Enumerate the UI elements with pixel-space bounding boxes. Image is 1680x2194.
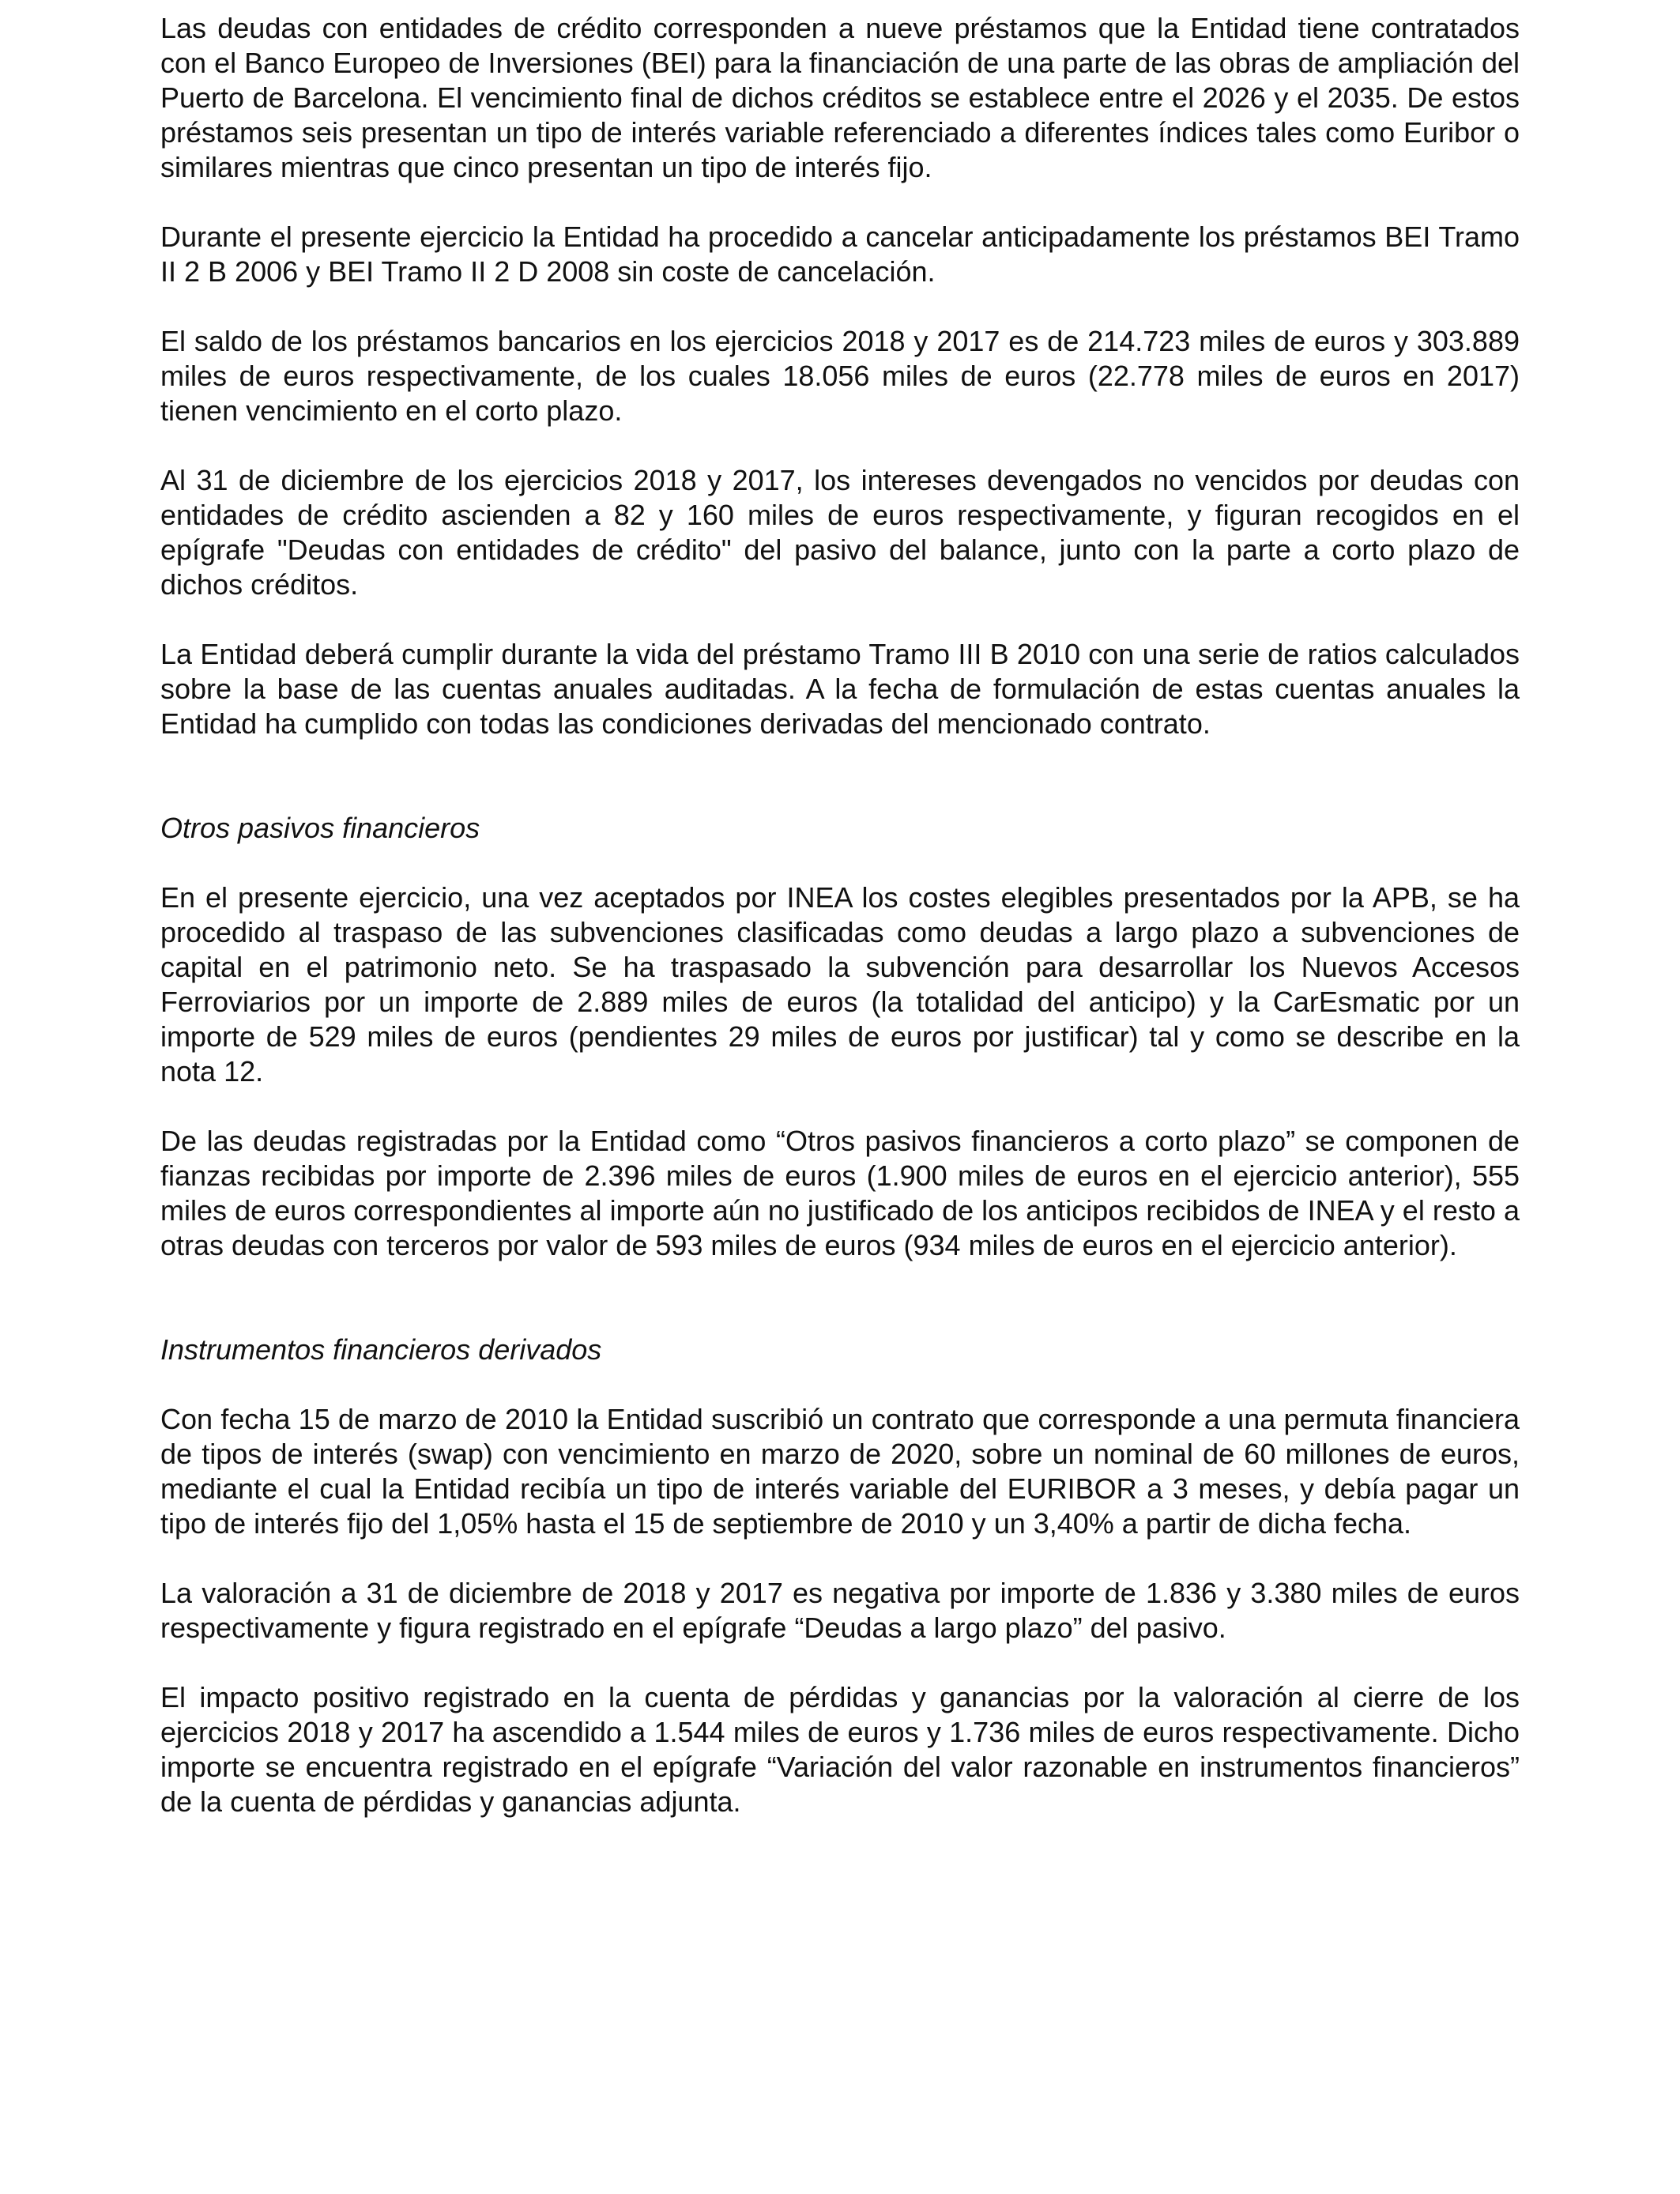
paragraph-swap-contract: Con fecha 15 de marzo de 2010 la Entidad suscribió un contrato que corresponde a una permuta financiera de tipos de interés (swap) con vencimiento en marzo de 2020, sobre un nominal de 60 millones de euros, mediante el cual la Entidad recibía un tipo de interés variable del EURIBOR a 3 meses, y debía pagar un tipo de interés fijo del 1,05% hasta el 15 de septiembre de 2010 y un 3,40% a partir de dicha fecha. (160, 1403, 1520, 1540)
paragraph-short-term-liabilities: De las deudas registradas por la Entidad como “Otros pasivos financieros a corto plazo” se componen de fianzas recibidas por importe de 2.396 miles de euros (1.900 miles de euros en el ejercicio anterior), 555 miles de euros correspondientes al importe aún no justificado de los anticipos recibidos de INEA y el resto a otras deudas con terceros por valor de 593 miles de euros (934 miles de euros en el ejercicio anterior). (160, 1125, 1520, 1261)
paragraph-early-cancellation: Durante el presente ejercicio la Entidad ha procedido a cancelar anticipadamente los préstamos BEI Tramo II 2 B 2006 y BEI Tramo II 2 D 2008 sin coste de cancelación. (160, 221, 1520, 288)
paragraph-swap-valuation: La valoración a 31 de diciembre de 2018 y 2017 es negativa por importe de 1.836 y 3.380 miles de euros respectivamente y figura registrado en el epígrafe “Deudas a largo plazo” del pasivo. (160, 1577, 1520, 1644)
section-spacer (160, 776, 1520, 811)
paragraph-subsidy-transfer: En el presente ejercicio, una vez aceptados por INEA los costes elegibles presentados por la APB, se ha procedido al traspaso de las subvenciones clasificadas como deudas a largo plazo a subvenciones de capital en el patrimonio neto. Se ha traspasado la subvención para desarrollar los Nuevos Accesos Ferroviarios por un importe de 2.889 miles de euros (la totalidad del anticipo) y la CarEsmatic por un importe de 529 miles de euros (pendientes 29 miles de euros por justificar) tal y como se describe en la nota 12. (160, 881, 1520, 1088)
heading-instrumentos-derivados: Instrumentos financieros derivados (160, 1333, 602, 1366)
heading-otros-pasivos-financieros: Otros pasivos financieros (160, 812, 480, 844)
paragraph-ratio-covenants: La Entidad deberá cumplir durante la vida del préstamo Tramo III B 2010 con una serie de ratios calculados sobre la base de las cuentas anuales auditadas. A la fecha de formulación de estas cuentas anuales la Entidad ha cumplido con todas las condiciones derivadas del mencionado contrato. (160, 638, 1520, 740)
paragraph-bank-loans-overview: Las deudas con entidades de crédito corresponden a nueve préstamos que la Entidad tiene contratados con el Banco Europeo de Inversiones (BEI) para la financiación de una parte de las obras de ampliación del Puerto de Barcelona. El vencimiento final de dichos créditos se establece entre el 2026 y el 2035. De estos préstamos seis presentan un tipo de interés variable referenciado a diferentes índices tales como Euribor o similares mientras que cinco presentan un tipo de interés fijo. (160, 12, 1520, 183)
paragraph-accrued-interest: Al 31 de diciembre de los ejercicios 2018 y 2017, los intereses devengados no vencidos por deudas con entidades de crédito ascienden a 82 y 160 miles de euros respectivamente, y figuran recogidos en el epígrafe "Deudas con entidades de crédito" del pasivo del balance, junto con la parte a corto plazo de dichos créditos. (160, 464, 1520, 601)
paragraph-loan-balance: El saldo de los préstamos bancarios en los ejercicios 2018 y 2017 es de 214.723 miles de euros y 303.889 miles de euros respectivamente, de los cuales 18.056 miles de euros (22.778 miles de euros en 2017) tienen vencimiento en el corto plazo. (160, 325, 1520, 427)
document-page (160, 11, 1520, 1854)
paragraph-pl-impact: El impacto positivo registrado en la cuenta de pérdidas y ganancias por la valoración al cierre de los ejercicios 2018 y 2017 ha ascendido a 1.544 miles de euros y 1.736 miles de euros respectivamente. Dicho importe se encuentra registrado en el epígrafe “Variación del valor razonable en instrumentos financieros” de la cuenta de pérdidas y ganancias adjunta. (160, 1681, 1520, 1818)
section-spacer (160, 1298, 1520, 1333)
